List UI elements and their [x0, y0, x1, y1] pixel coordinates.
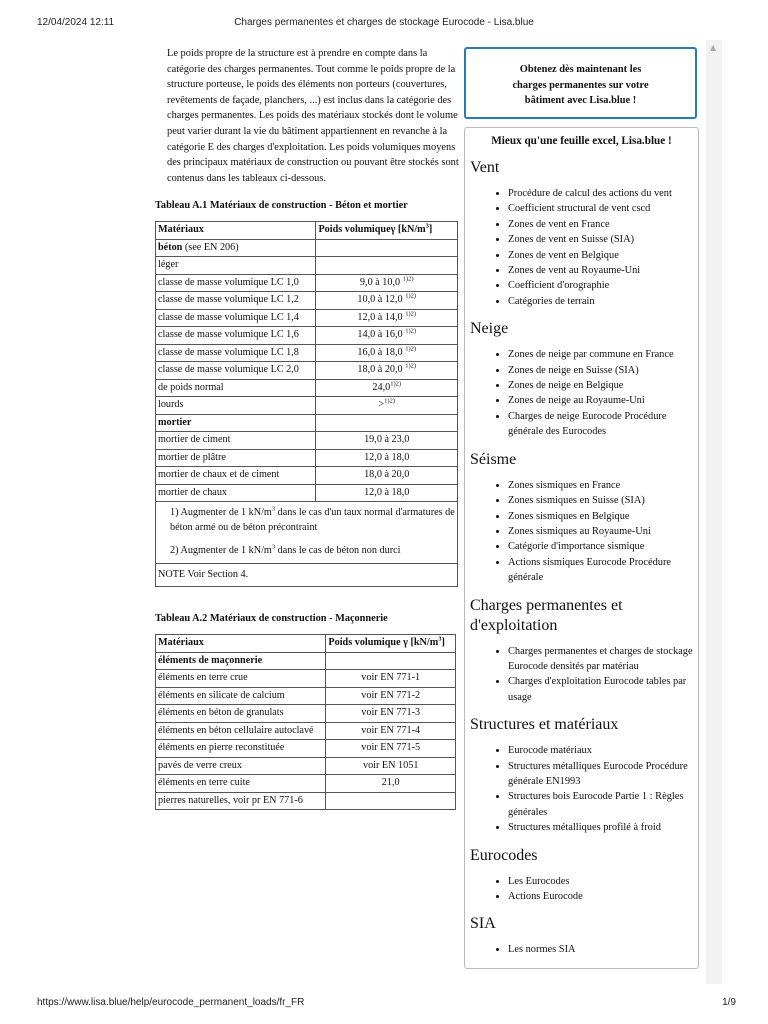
table-row	[156, 292, 458, 310]
cell-density: 12,0 à 18,0	[316, 449, 458, 467]
cell-density: 16,0 à 18,0 $^{1)2)}$	[316, 344, 458, 362]
cell-material: mortier de ciment	[156, 432, 316, 450]
cell-material: classe de masse volumique LC 1,2	[156, 292, 316, 310]
table-row	[156, 379, 458, 397]
table-row	[156, 775, 456, 793]
sidebar-section	[465, 914, 698, 957]
cell-material: pierres naturelles, voir pr EN 771-6	[156, 792, 326, 810]
table-row	[156, 239, 458, 257]
sidebar-section-title: Structures et matériaux	[470, 716, 619, 734]
print-url: https://www.lisa.blue/help/eurocode_permanent_loads/fr_FR	[37, 997, 305, 1008]
sidebar-link[interactable]: • Zones de vent au Royaume-Uni	[508, 263, 698, 278]
sidebar-link[interactable]: • Zones de neige par commune en France	[508, 347, 698, 362]
note-section: NOTE Voir Section 4.	[156, 563, 458, 587]
header-density: Poids volumiqueγ $[kN/m^3]$	[316, 222, 458, 240]
cell-material: classe de masse volumique LC 2,0	[156, 362, 316, 380]
table-row	[156, 274, 458, 292]
table-row	[156, 652, 456, 670]
scroll-up-arrow-icon[interactable]: ▲	[710, 43, 717, 52]
table-header-row	[156, 222, 458, 240]
table-row	[156, 449, 458, 467]
table2-title: Tableau A.2 Matériaux de construction - Maçonnerie	[155, 613, 388, 625]
sidebar-link[interactable]: • Structures bois Eurocode Partie 1 : Règles générales	[508, 789, 698, 820]
sidebar-heading: Mieux qu'une feuille excel, Lisa.blue !	[491, 135, 672, 147]
cell-material: béton (see EN 206)	[156, 239, 316, 257]
header-density: Poids volumique γ $[kN/m^3]$	[326, 635, 456, 653]
sidebar-link[interactable]: • Eurocode matériaux	[508, 743, 698, 758]
table-row	[156, 327, 458, 345]
cell-density: voir EN 771-2	[326, 687, 456, 705]
sidebar-link[interactable]: • Coefficient d'orographie	[508, 278, 698, 293]
sidebar-section	[465, 596, 698, 706]
cell-density: >$^{1)2)}$	[316, 397, 458, 415]
table-row	[156, 344, 458, 362]
cell-material: classe de masse volumique LC 1,6	[156, 327, 316, 345]
cell-density	[316, 257, 458, 275]
note-1: 1) Augmenter de 1 $kN/m^3$ dans le cas d'un taux normal d'armatures de béton armé ou de béton précontraint	[170, 505, 455, 533]
sidebar-section	[465, 715, 698, 835]
sidebar-link-list	[465, 942, 698, 957]
cell-material: pavés de verre creux	[156, 757, 326, 775]
sidebar-link[interactable]: • Actions Eurocode	[508, 889, 698, 904]
note-2: 2) Augmenter de 1 $kN/m^3$ dans le cas de béton non durci	[170, 543, 401, 557]
cell-density: 9,0 à 10,0 $^{1)2)}$	[316, 274, 458, 292]
cell-density: 12,0 à 18,0	[316, 484, 458, 502]
table-row	[156, 414, 458, 432]
sidebar-link[interactable]: • Les normes SIA	[508, 942, 698, 957]
intro-paragraph: Le poids propre de la structure est à prendre en compte dans la catégorie des charges permanentes. Tout comme le poids propre de la structure porteuse, le poids des éléments non porteurs (couvertures, revêtements de façade, planchers, ...) est inclus dans la catégorie des charges permanentes. Les poids des matériaux stockés dont le volume peut varier durant la vie du bâtiment appartiennent en revanche à la catégorie E des charges d'exploitation. Les poids volumiques moyens des principaux matériaux de construction ou pouvant être stockés sont contenus dans les tableaux ci-dessous.	[167, 48, 459, 184]
sidebar-link[interactable]: • Catégorie d'importance sismique	[508, 539, 698, 554]
sidebar-section	[465, 450, 698, 586]
cell-density	[316, 239, 458, 257]
sidebar-link[interactable]: • Charges de neige Eurocode Procédure générale des Eurocodes	[508, 409, 698, 440]
table-row	[156, 484, 458, 502]
table1-title: Tableau A.1 Matériaux de construction - Béton et mortier	[155, 200, 408, 212]
sidebar-section-title: Séisme	[470, 450, 517, 468]
sidebar-nav	[464, 127, 699, 969]
cell-material: mortier de chaux	[156, 484, 316, 502]
cell-material: classe de masse volumique LC 1,0	[156, 274, 316, 292]
cell-density: 14,0 à 16,0 $^{1)2)}$	[316, 327, 458, 345]
header-materials: Matériaux	[156, 222, 316, 240]
sidebar-section	[465, 846, 698, 905]
sidebar-link-list	[465, 478, 698, 586]
sidebar-link[interactable]: • Zones de vent en France	[508, 217, 698, 232]
cell-density: voir EN 771-4	[326, 722, 456, 740]
table-row	[156, 432, 458, 450]
cell-density: 12,0 à 14,0 $^{1)2)}$	[316, 309, 458, 327]
table-note-row	[156, 563, 458, 587]
sidebar-section-title: Charges permanentes et d'exploitation	[470, 596, 623, 634]
print-footer	[0, 997, 768, 1011]
sidebar-link[interactable]: • Zones sismiques en Belgique	[508, 509, 698, 524]
cell-material: éléments en béton de granulats	[156, 705, 326, 723]
table1-concrete-mortar	[155, 221, 458, 587]
sidebar-link[interactable]: • Zones de neige en Belgique	[508, 378, 698, 393]
cell-density: $24,0^{1)2)}$	[316, 379, 458, 397]
cell-density: 21,0	[326, 775, 456, 793]
table-row	[156, 397, 458, 415]
cell-density: voir EN 771-1	[326, 670, 456, 688]
sidebar-link-list	[465, 743, 698, 835]
sidebar-link[interactable]: • Procédure de calcul des actions du vent	[508, 186, 698, 201]
sidebar-section-title: SIA	[470, 915, 496, 933]
sidebar-link[interactable]: • Zones sismiques en France	[508, 478, 698, 493]
table-row	[156, 257, 458, 275]
table2-masonry	[155, 634, 456, 810]
cell-density: voir EN 771-3	[326, 705, 456, 723]
cell-material: léger	[156, 257, 316, 275]
sidebar-link[interactable]: • Actions sismiques Eurocode Procédure générale	[508, 555, 698, 586]
cell-material: éléments en béton cellulaire autoclavé	[156, 722, 326, 740]
sidebar-section-title: Neige	[470, 320, 509, 338]
table-row	[156, 670, 456, 688]
cell-material: classe de masse volumique LC 1,4	[156, 309, 316, 327]
print-page-number: 1/9	[722, 997, 736, 1008]
cell-material: éléments en terre cuite	[156, 775, 326, 793]
table-row	[156, 792, 456, 810]
sidebar-link[interactable]: • Structures métalliques Eurocode Procédure générale EN1993	[508, 759, 698, 790]
sidebar-link-list	[465, 874, 698, 905]
sidebar-link[interactable]: • Zones sismiques en Suisse (SIA)	[508, 493, 698, 508]
sidebar-link[interactable]: • Structures métalliques profilé à froid	[508, 820, 698, 835]
table-header-row	[156, 635, 456, 653]
print-page-title: Charges permanentes et charges de stockage Eurocode - Lisa.blue	[234, 17, 534, 28]
sidebar-link[interactable]: • Zones de vent en Suisse (SIA)	[508, 232, 698, 247]
sidebar-section-title: Eurocodes	[470, 846, 538, 864]
sidebar-link[interactable]: • Zones de vent en Belgique	[508, 248, 698, 263]
cell-material: lourds	[156, 397, 316, 415]
table-row	[156, 757, 456, 775]
table-row	[156, 722, 456, 740]
cell-density: 18,0 à 20,0	[316, 467, 458, 485]
sidebar-link-list	[465, 644, 698, 706]
main-content	[155, 46, 460, 810]
sidebar-link[interactable]: • Charges d'exploitation Eurocode tables par usage	[508, 674, 698, 705]
cell-density: voir EN 771-5	[326, 740, 456, 758]
header-materials: Matériaux	[156, 635, 326, 653]
sidebar-link[interactable]: • Les Eurocodes	[508, 874, 698, 889]
cell-material: éléments en silicate de calcium	[156, 687, 326, 705]
sidebar-section-title: Vent	[470, 159, 500, 176]
cell-material: éléments en pierre reconstituée	[156, 740, 326, 758]
sidebar-link[interactable]: • Zones de neige au Royaume-Uni	[508, 393, 698, 408]
sidebar-link[interactable]: • Zones sismiques au Royaume-Uni	[508, 524, 698, 539]
table-note-row	[156, 502, 458, 564]
cell-density: voir EN 1051	[326, 757, 456, 775]
sidebar-link[interactable]: • Catégories de terrain	[508, 294, 698, 309]
cell-material: éléments de maçonnerie	[156, 652, 326, 670]
sidebar-link-list	[465, 186, 698, 309]
sidebar-link-list	[465, 347, 698, 439]
sidebar-link[interactable]: • Charges permanentes et charges de stockage Eurocode densités par matériau	[508, 644, 698, 675]
cell-density: 10,0 à 12,0 $^{1)2)}$	[316, 292, 458, 310]
cell-density	[316, 414, 458, 432]
sidebar-section	[465, 158, 698, 309]
table-row	[156, 705, 456, 723]
cell-density: 18,0 à 20,0 $^{1)2)}$	[316, 362, 458, 380]
cell-material: éléments en terre crue	[156, 670, 326, 688]
cell-material: classe de masse volumique LC 1,8	[156, 344, 316, 362]
table-row	[156, 467, 458, 485]
print-date: 12/04/2024 12:11	[37, 17, 115, 28]
cell-density	[326, 792, 456, 810]
table-row	[156, 362, 458, 380]
cell-material: mortier de plâtre	[156, 449, 316, 467]
sidebar-link[interactable]: • Zones de neige en Suisse (SIA)	[508, 363, 698, 378]
cell-density: 19,0 à 23,0	[316, 432, 458, 450]
table-row	[156, 309, 458, 327]
promo-box[interactable]: Obtenez dès maintenant les charges permanentes sur votre bâtiment avec Lisa.blue !	[464, 47, 697, 119]
cell-material: mortier de chaux et de ciment	[156, 467, 316, 485]
vertical-scrollbar[interactable]	[706, 40, 722, 984]
cell-material: mortier	[156, 414, 316, 432]
cell-material: de poids normal	[156, 379, 316, 397]
table-row	[156, 687, 456, 705]
print-header	[0, 17, 768, 31]
cell-density	[326, 652, 456, 670]
sidebar-section	[465, 319, 698, 439]
sidebar-link[interactable]: • Coefficient structural de vent cscd	[508, 201, 698, 216]
table-row	[156, 740, 456, 758]
